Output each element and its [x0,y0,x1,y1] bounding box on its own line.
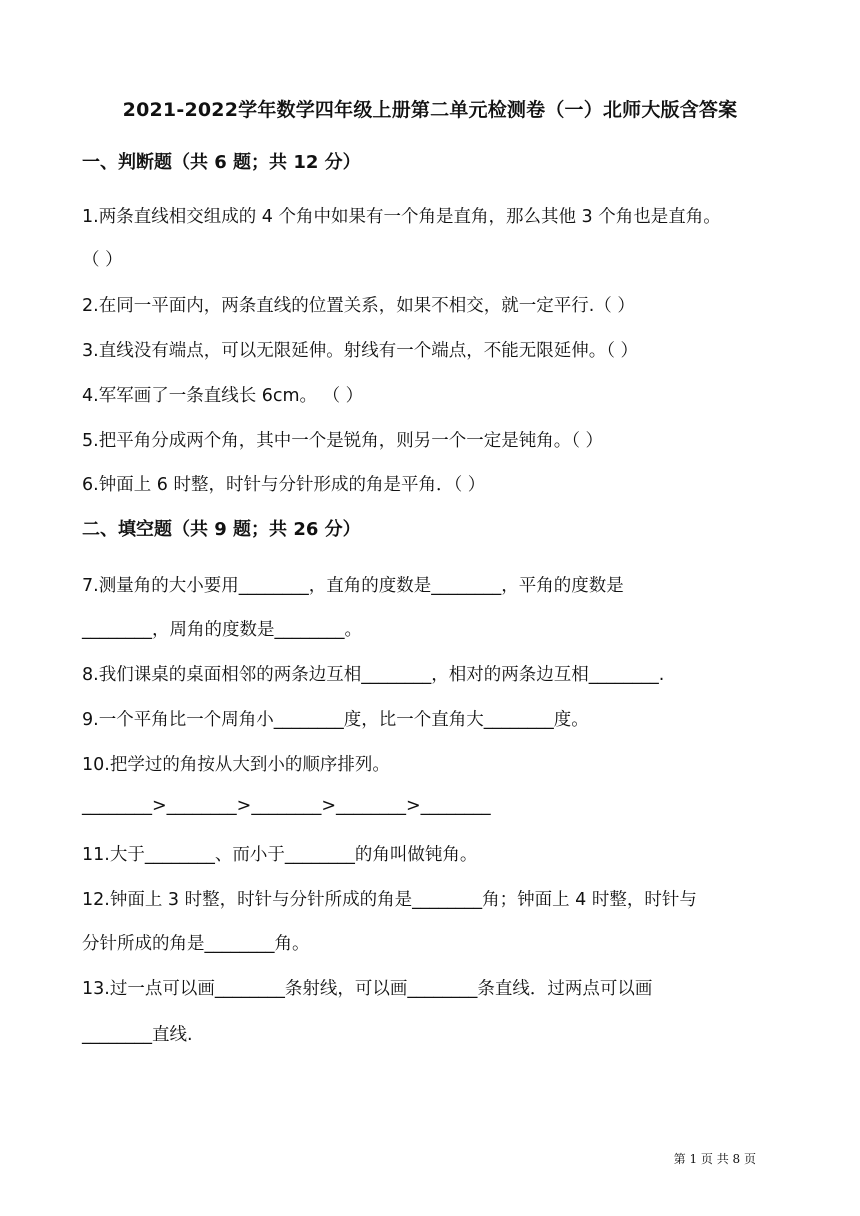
question-3: 3.直线没有端点，可以无限延伸。射线有一个端点，不能无限延伸。（ ） [82,341,639,361]
section-1-heading: 一、判断题（共 6 题；共 12 分） [82,152,361,173]
question-9: 9.一个平角比一个周角小________度，比一个直角大________度。 [82,710,589,730]
question-12-line-1: 12.钟面上 3 时整，时针与分针所成的角是________角；钟面上 4 时整，时针与 [82,890,697,910]
document-title: 2021-2022学年数学四年级上册第二单元检测卷（一）北师大版含答案 [122,99,738,121]
question-10-line-2: ________>________>________>________>________ [82,796,491,816]
question-5: 5.把平角分成两个角，其中一个是锐角，则另一个一定是钝角。（ ） [82,431,604,451]
question-10-line-1: 10.把学过的角按从大到小的顺序排列。 [82,755,390,775]
question-7-line-2: ________，周角的度数是________。 [82,620,362,640]
page-number-footer: 第 1 页 共 8 页 [673,1152,756,1166]
question-4: 4.军军画了一条直线长 6cm。 （ ） [82,386,364,406]
section-2-heading: 二、填空题（共 9 题；共 26 分） [82,519,361,540]
question-1-line-2: （ ） [82,250,123,270]
question-11: 11.大于________、而小于________的角叫做钝角。 [82,845,478,865]
question-13-line-2: ________直线. [82,1025,193,1045]
question-12-line-2: 分针所成的角是________角。 [82,934,310,954]
question-7-line-1: 7.测量角的大小要用________，直角的度数是________，平角的度数是 [82,576,624,596]
question-13-line-1: 13.过一点可以画________条射线，可以画________条直线．过两点可以画 [82,979,653,999]
question-2: 2.在同一平面内，两条直线的位置关系，如果不相交，就一定平行.（ ） [82,296,635,316]
question-8: 8.我们课桌的桌面相邻的两条边互相________，相对的两条边互相________. [82,665,665,685]
question-6: 6.钟面上 6 时整，时针与分针形成的角是平角．（ ） [82,475,486,495]
question-1-line-1: 1.两条直线相交组成的 4 个角中如果有一个角是直角，那么其他 3 个角也是直角。 [82,207,721,227]
